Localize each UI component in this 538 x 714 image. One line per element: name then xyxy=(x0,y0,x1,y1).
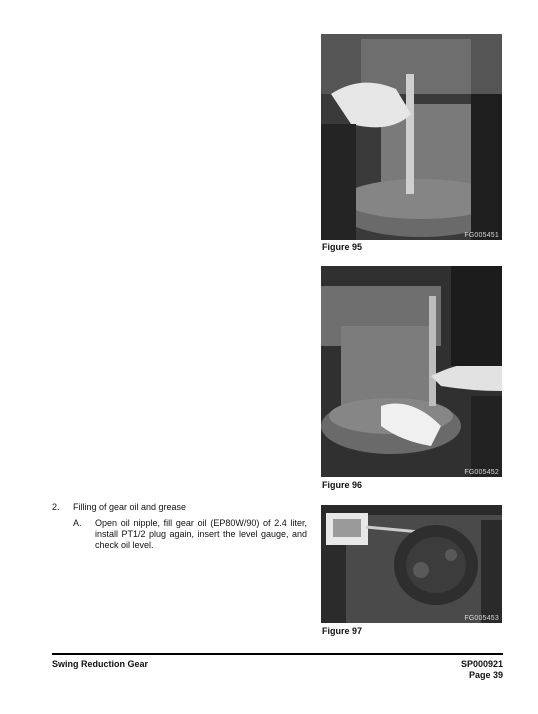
figure-caption: Figure 96 xyxy=(322,480,363,490)
footer-doc-number: SP000921 xyxy=(460,659,503,669)
figure-95-photo xyxy=(321,34,502,240)
substep-label: A. xyxy=(73,518,82,528)
step-title: Filling of gear oil and grease xyxy=(73,502,187,512)
step-number: 2. xyxy=(52,502,60,512)
substep-text: Open oil nipple, fill gear oil (EP80W/90) of 2.4 liter, install PT1/2 plug again, insert the level gauge, and check oil level. xyxy=(95,518,307,550)
figure-id-label: FG005452 xyxy=(464,469,499,476)
footer-rule xyxy=(52,653,503,655)
figure-caption: Figure 97 xyxy=(322,626,363,636)
figure-id-label: FG005453 xyxy=(464,615,499,622)
figure-caption: Figure 95 xyxy=(322,242,363,252)
footer-page-number: Page 39 xyxy=(468,670,503,680)
footer-page-info xyxy=(461,659,503,681)
figure-97-photo xyxy=(321,505,502,623)
figure-96-photo xyxy=(321,266,502,477)
footer-section-title: Swing Reduction Gear xyxy=(52,659,149,669)
figure-id-label: FG005451 xyxy=(464,232,499,239)
